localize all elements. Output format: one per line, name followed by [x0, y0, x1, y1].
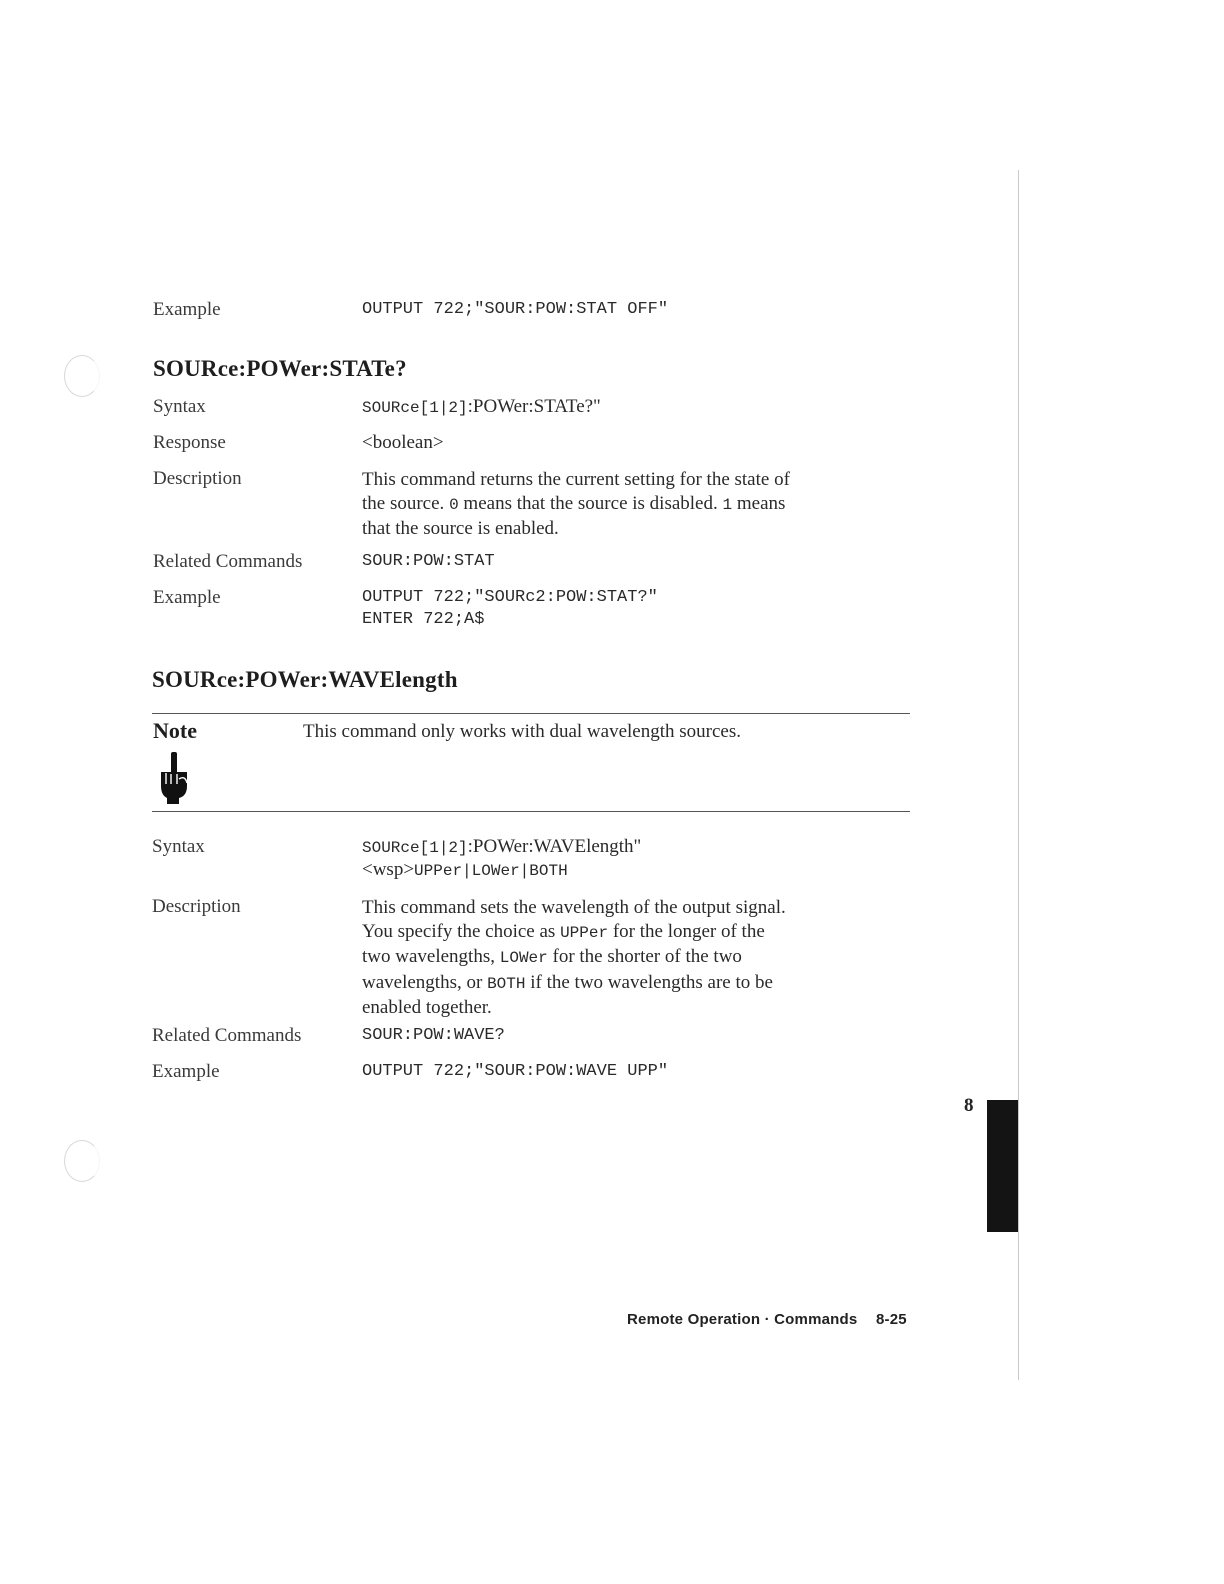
- description-line: This command sets the wavelength of the output signal.: [362, 897, 786, 918]
- syntax-rest: :POWer:STATe?": [467, 396, 601, 417]
- footer-section-title: Remote Operation · Commands: [627, 1311, 858, 1328]
- syntax-prefix: SOURce[1|2]: [362, 839, 468, 857]
- description-text: [362, 896, 907, 1020]
- text-run: if the two wavelengths are to be: [525, 971, 773, 993]
- description-line: [362, 492, 907, 518]
- description-line: [362, 945, 907, 971]
- description-line: This command returns the current setting for the state of: [362, 469, 790, 490]
- note-label: Note: [153, 718, 197, 743]
- text-run: means: [732, 492, 786, 514]
- note-top-rule: [152, 713, 910, 714]
- description-label: Description: [153, 468, 242, 489]
- text-run: two wavelengths,: [362, 946, 500, 967]
- description-text: [362, 468, 907, 541]
- binder-hole: [64, 1140, 100, 1182]
- text-run: means that the source is disabled.: [458, 492, 723, 514]
- description-line: [362, 920, 907, 946]
- syntax-label: Syntax: [153, 396, 206, 417]
- code-run: 0: [449, 495, 459, 514]
- syntax-value-line2: [362, 859, 568, 881]
- example-code: OUTPUT 722;"SOUR:POW:STAT OFF": [362, 300, 669, 319]
- syntax-prefix: SOURce[1|2]: [362, 399, 468, 417]
- related-commands-value: SOUR:POW:WAVE?: [362, 1026, 505, 1045]
- example-label: Example: [152, 1061, 220, 1082]
- example-label: Example: [153, 299, 221, 320]
- example-code-line: ENTER 722;A$: [362, 610, 485, 629]
- chapter-tab-bar: [987, 1100, 1018, 1232]
- text-run: wavelengths, or: [362, 971, 488, 993]
- syntax-rest: :POWer:WAVElength": [467, 836, 642, 857]
- description-line: [362, 971, 907, 997]
- description-line: that the source is enabled.: [362, 518, 559, 539]
- code-run: UPPer: [560, 923, 609, 942]
- text-run: the source.: [362, 492, 450, 514]
- example-code: OUTPUT 722;"SOUR:POW:WAVE UPP": [362, 1062, 669, 1081]
- note-bottom-rule: [152, 811, 910, 812]
- related-commands-label: Related Commands: [152, 1025, 302, 1046]
- section-heading-state-query: SOURce:POWer:STATe?: [153, 356, 407, 381]
- page-edge-line: [1018, 170, 1019, 1380]
- syntax-value: [362, 396, 601, 418]
- text-run: for the longer of the: [608, 920, 765, 942]
- syntax-wsp: <wsp>: [362, 859, 415, 880]
- binder-hole: [64, 355, 100, 397]
- section-heading-wavelength: SOURce:POWer:WAVElength: [152, 667, 458, 692]
- syntax-value: [362, 836, 641, 858]
- description-line: enabled together.: [362, 997, 492, 1018]
- response-label: Response: [153, 432, 226, 453]
- pointing-hand-icon: [155, 752, 193, 806]
- text-run: for the shorter of the two: [547, 946, 742, 967]
- response-value: <boolean>: [362, 432, 444, 453]
- note-text: This command only works with dual wavelength sources.: [303, 721, 741, 742]
- page-number: 8-25: [876, 1311, 907, 1328]
- text-run: You specify the choice as: [362, 920, 561, 942]
- code-run: LOWer: [499, 949, 548, 967]
- chapter-tab-number: 8: [964, 1095, 974, 1116]
- related-commands-label: Related Commands: [153, 551, 303, 572]
- description-label: Description: [152, 896, 241, 917]
- related-commands-value: SOUR:POW:STAT: [362, 552, 495, 571]
- example-code-line: OUTPUT 722;"SOURc2:POW:STAT?": [362, 588, 658, 607]
- syntax-options: UPPer|LOWer|BOTH: [414, 862, 568, 880]
- example-label: Example: [153, 587, 221, 608]
- code-run: BOTH: [487, 974, 526, 993]
- syntax-label: Syntax: [152, 836, 205, 857]
- code-run: 1: [722, 495, 733, 514]
